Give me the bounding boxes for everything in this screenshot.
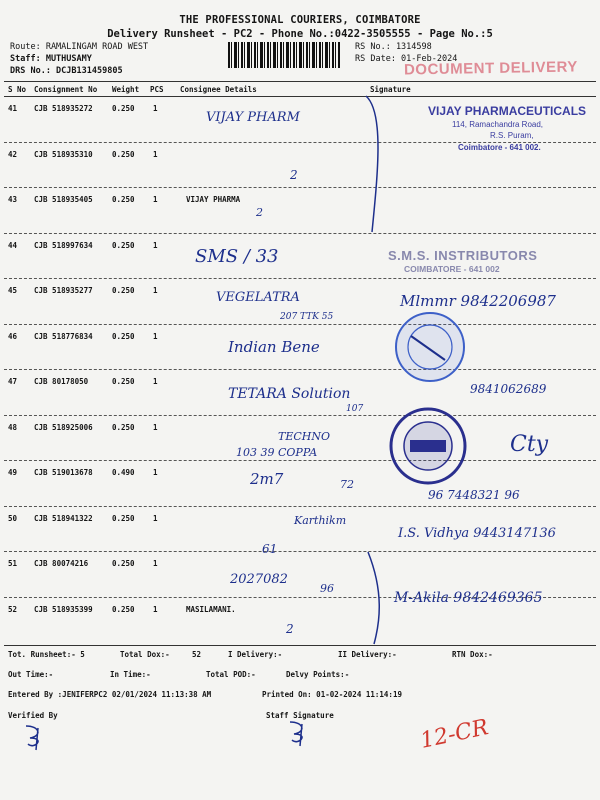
row-consignment: CJB 518925006 <box>34 423 93 432</box>
row-weight: 0.250 <box>112 559 135 568</box>
row-consignment: CJB 80178050 <box>34 377 89 386</box>
row-sno: 50 <box>8 514 18 523</box>
row-divider <box>4 460 596 461</box>
row-consignment: CJB 518935310 <box>34 150 93 159</box>
row-weight: 0.490 <box>112 468 135 477</box>
row-pcs: 1 <box>153 332 158 341</box>
entered-by: Entered By :JENIFERPC2 02/01/2024 11:13:38 AM <box>8 690 212 699</box>
document-delivery-stamp: DOCUMENT DELIVERY <box>403 58 578 79</box>
row-sno: 47 <box>8 377 18 386</box>
runsheet-subtitle: Delivery Runsheet - PC2 - Phone No.:0422-3505555 - Page No.:5 <box>107 28 493 40</box>
sms-stamp-line1: S.M.S. INSTRIBUTORS <box>388 248 538 263</box>
red-handwritten-note: 12-CR <box>418 715 491 754</box>
row-weight: 0.250 <box>112 195 135 204</box>
hand-48b: 103 39 COPPA <box>236 446 318 459</box>
row-consignee: VIJAY PHARMA <box>186 195 241 204</box>
row-weight: 0.250 <box>112 377 135 386</box>
vijay-stamp-line1: VIJAY PHARMACEUTICALS <box>428 104 587 118</box>
hand-49: 2m7 <box>250 470 284 488</box>
hand-47b: 107 <box>346 404 364 414</box>
rs-number: RS No.: 1314598 <box>355 42 432 52</box>
vijay-stamp-line2: 114, Ramachandra Road, <box>452 120 544 129</box>
barcode <box>228 42 340 68</box>
row-weight: 0.250 <box>112 423 135 432</box>
row-pcs: 1 <box>153 605 158 614</box>
vijay-stamp-line3: R.S. Puram, <box>490 131 534 140</box>
hand-43: 2 <box>256 206 263 219</box>
row-weight: 0.250 <box>112 286 135 295</box>
staff-signature-label: Staff Signature <box>266 711 334 720</box>
row-divider <box>4 551 596 552</box>
hand-50-signature: I.S. Vidhya 9443147136 <box>398 526 556 541</box>
row-pcs: 1 <box>153 514 158 523</box>
row-consignment: CJB 518935277 <box>34 286 93 295</box>
vks-seal-icon <box>388 406 468 486</box>
row-sno: 42 <box>8 150 18 159</box>
row-weight: 0.250 <box>112 104 135 113</box>
row-pcs: 1 <box>153 286 158 295</box>
row-consignment: CJB 518935399 <box>34 605 93 614</box>
row-consignment: CJB 518776834 <box>34 332 93 341</box>
hand-47-signature: 9841062689 <box>470 382 547 396</box>
row-sno: 44 <box>8 241 18 250</box>
row-sno: 48 <box>8 423 18 432</box>
row-divider <box>4 506 596 507</box>
vijay-stamp-line4: Coimbatore - 641 002. <box>458 143 541 152</box>
table-row <box>0 605 600 621</box>
hand-45b: 207 TTK 55 <box>280 312 334 322</box>
table-row <box>0 195 600 211</box>
round-stamp-icon <box>393 310 467 384</box>
tot-runsheet: Tot. Runsheet:- 5 <box>8 650 85 659</box>
row-weight: 0.250 <box>112 605 135 614</box>
hand-51b: 96 <box>320 582 334 595</box>
row-weight: 0.250 <box>112 150 135 159</box>
row-consignment: CJB 518935405 <box>34 195 93 204</box>
delvy-points: Delvy Points:- <box>286 670 350 679</box>
i-delivery: I Delivery:- <box>228 650 283 659</box>
staff-label: Staff: MUTHUSAMY <box>10 54 92 64</box>
row-weight: 0.250 <box>112 514 135 523</box>
row-divider <box>4 324 596 325</box>
hand-49b: 72 <box>340 478 354 491</box>
out-time: Out Time:- <box>8 670 54 679</box>
ii-delivery: II Delivery:- <box>338 650 397 659</box>
hand-45a: VEGELATRA <box>216 290 300 305</box>
staff-signature-icon <box>284 718 314 748</box>
row-pcs: 1 <box>153 468 158 477</box>
row-divider <box>4 278 596 279</box>
row-pcs: 1 <box>153 241 158 250</box>
table-row <box>0 559 600 575</box>
total-dox-value: 52 <box>192 650 202 659</box>
hand-47: TETARA Solution <box>228 386 351 402</box>
row-sno: 41 <box>8 104 18 113</box>
row-sno: 49 <box>8 468 18 477</box>
row-pcs: 1 <box>153 195 158 204</box>
route-label: Route: RAMALINGAM ROAD WEST <box>10 42 149 52</box>
row-sno: 43 <box>8 195 18 204</box>
hand-48: TECHNO <box>278 430 331 443</box>
col-consignee: Consignee Details <box>180 85 257 94</box>
rtn-dox: RTN Dox:- <box>452 650 493 659</box>
row-weight: 0.250 <box>112 332 135 341</box>
row-pcs: 1 <box>153 423 158 432</box>
total-pod: Total POD:- <box>206 670 256 679</box>
row-sno: 45 <box>8 286 18 295</box>
hand-44: SMS / 33 <box>195 246 279 267</box>
printed-on: Printed On: 01-02-2024 11:14:19 <box>262 690 402 699</box>
table-header-rule <box>4 96 596 97</box>
hand-41: VIJAY PHARM <box>206 110 300 125</box>
row-divider <box>4 415 596 416</box>
row-divider <box>4 369 596 370</box>
row-divider <box>4 233 596 234</box>
hand-42: 2 <box>290 168 298 182</box>
hand-50a: Karthikm <box>294 514 347 527</box>
in-time: In Time:- <box>110 670 151 679</box>
company-title: THE PROFESSIONAL COURIERS, COIMBATORE <box>179 14 421 26</box>
col-sno: S No <box>8 85 27 94</box>
row-consignment: CJB 518997634 <box>34 241 93 250</box>
hand-48-signature: Cty <box>510 432 549 457</box>
table-row <box>0 468 600 484</box>
verified-by: Verified By <box>8 711 58 720</box>
row-sno: 46 <box>8 332 18 341</box>
row-sno: 52 <box>8 605 18 614</box>
rs-date: RS Date: 01-Feb-2024 <box>355 54 458 64</box>
hand-46: Indian Bene <box>228 338 320 356</box>
col-signature: Signature <box>370 85 411 94</box>
row-consignment: CJB 80074216 <box>34 559 89 568</box>
row-consignee: MASILAMANI. <box>186 605 236 614</box>
table-row <box>0 150 600 166</box>
verified-signature-icon <box>20 722 50 752</box>
row-consignment: CJB 518935272 <box>34 104 93 113</box>
col-pcs: PCS <box>150 85 164 94</box>
row-pcs: 1 <box>153 377 158 386</box>
hand-52-signature: M-Akila 9842469365 <box>394 590 543 606</box>
col-weight: Weight <box>112 85 140 94</box>
row-pcs: 1 <box>153 559 158 568</box>
row-sno: 51 <box>8 559 18 568</box>
row-pcs: 1 <box>153 104 158 113</box>
row-consignment: CJB 519013678 <box>34 468 93 477</box>
hand-51: 2027082 <box>230 572 288 587</box>
hand-45-signature: Mlmmr 9842206987 <box>400 292 556 310</box>
hand-52: 2 <box>286 622 294 636</box>
hand-50b: 61 <box>262 542 278 556</box>
row-weight: 0.250 <box>112 241 135 250</box>
hand-49-signature: 96 7448321 96 <box>428 488 520 502</box>
col-consignment: Consignment No <box>34 85 98 94</box>
sms-stamp-line2: COIMBATORE - 641 002 <box>404 264 500 274</box>
row-pcs: 1 <box>153 150 158 159</box>
row-consignment: CJB 518941322 <box>34 514 93 523</box>
bracket-stroke-icon <box>360 92 400 652</box>
drs-label: DRS No.: DCJB131459805 <box>10 66 123 76</box>
table-bottom-rule <box>4 645 596 646</box>
row-divider <box>4 187 596 188</box>
table-top-rule <box>4 81 596 82</box>
total-dox-label: Total Dox:- <box>120 650 170 659</box>
